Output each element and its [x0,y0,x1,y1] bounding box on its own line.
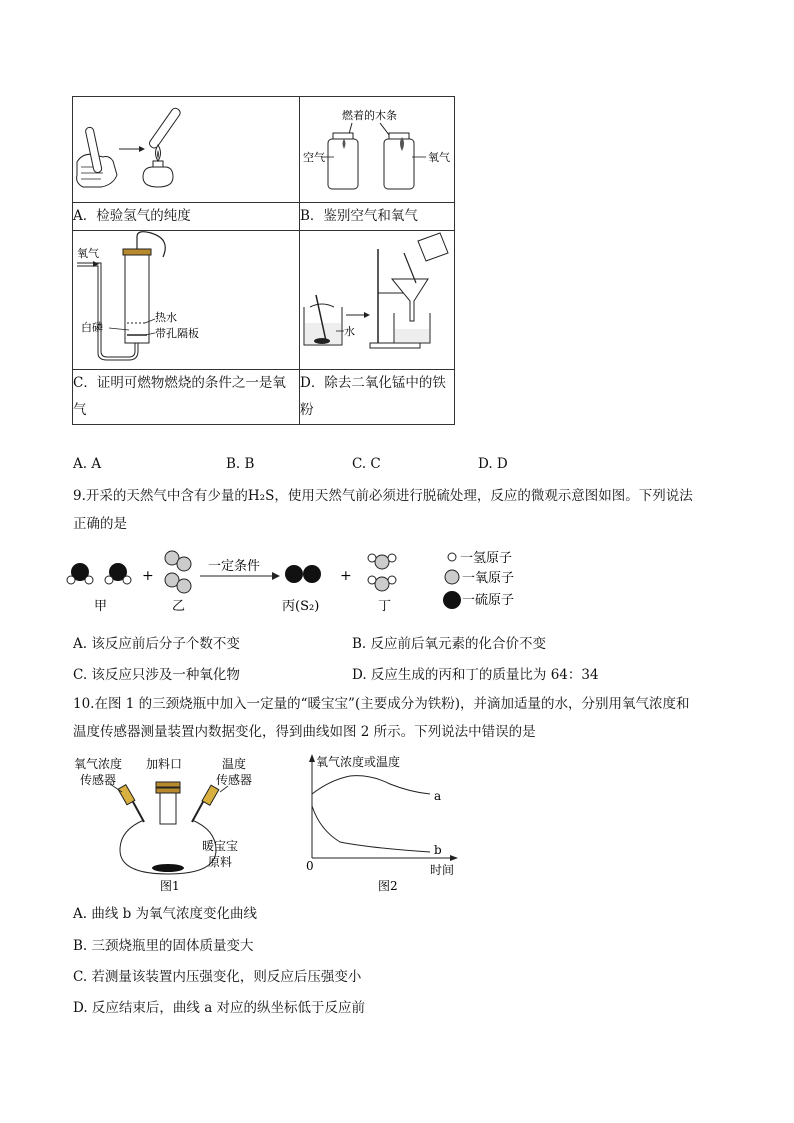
q10-stem-line1: 10.在图 1 的三颈烧瓶中加入一定量的“暖宝宝”(主要成分为铁粉)，并滴加适量的水，分别用氧气浓度和 [73,696,690,712]
q8-option-c[interactable]: C. C [352,456,381,472]
q10-option-d[interactable]: D. 反应结束后，曲线 a 对应的纵坐标低于反应前 [73,1000,366,1016]
experiment-table [72,96,455,425]
legend-hydrogen: 一氢原子 [460,551,513,566]
caption-c [73,370,300,425]
legend-sulfur-icon [443,591,461,609]
fig1-three-neck-flask [70,750,270,895]
legend-hydrogen-icon [448,553,456,561]
q9-reaction-diagram [60,544,540,620]
fig1-label-material-line2: 原料 [208,855,233,869]
q10-stem-line2: 温度传感器测量装置内数据变化，得到曲线如图 2 所示。下列说法中错误的是 [73,724,536,740]
q9-option-a[interactable]: A. 该反应前后分子个数不变 [73,636,240,652]
fig2-curve-b-label: b [434,843,442,857]
q9-stem-line2: 正确的是 [73,516,127,532]
q10-option-a[interactable]: A. 曲线 b 为氧气浓度变化曲线 [73,906,258,922]
q9-stem-line1: 9.开采的天然气中含有少量的H₂S，使用天然气前必须进行脱硫处理，反应的微观示意图如图。下列说法 [73,488,693,504]
filtration-figure [300,231,454,365]
label-perforated-plate: 带孔隔板 [155,327,199,340]
label-oxygen: 氧气 [428,151,450,164]
cell-a-image [73,97,300,203]
legend-sulfur: 一硫原子 [462,593,515,608]
plus-2: + [340,568,352,584]
label-water: 水 [344,325,355,338]
label-air: 空气 [303,151,325,164]
fig2-title: 图2 [378,879,398,893]
label-jia: 甲 [94,599,108,614]
caption-d [300,370,455,425]
caption-d-line2: 粉 [300,402,314,418]
molecule-ding [368,554,396,591]
molecule-yi [165,551,191,593]
q9-option-b[interactable]: B. 反应前后氧元素的化合价不变 [352,636,547,652]
plus-1: + [142,568,154,584]
label-hot-water: 热水 [155,311,177,324]
q8-option-a[interactable]: A. A [73,456,102,472]
fig2-curve-chart [290,750,470,895]
fig1-label-temp-line1: 温度 [222,757,247,771]
q9-stem [73,482,733,538]
reaction-condition: 一定条件 [208,559,261,574]
fig1-label-temp-line2: 传感器 [216,773,253,787]
fig2-ylabel: 氧气浓度或温度 [316,755,401,769]
q8-option-d[interactable]: D. D [478,456,508,472]
molecule-bing [285,565,321,583]
label-yi: 乙 [172,599,186,614]
caption-c-line1: C．证明可燃物燃烧的条件之一是氧 [73,375,286,391]
hydrogen-purity-test-figure [73,97,299,198]
fig1-label-o2-line1: 氧气浓度 [74,757,123,771]
q10-option-c[interactable]: C. 若测量该装置内压强变化，则反应后压强变小 [73,969,362,985]
fig2-xlabel: 时间 [430,863,455,877]
fig1-label-port: 加料口 [146,757,183,771]
q8-option-b[interactable]: B. B [226,456,255,472]
q10-stem [73,690,733,746]
cell-c-image [73,231,300,370]
fig1-label-o2-line2: 传感器 [80,773,117,787]
fig2-curve-b [312,806,430,852]
label-bing: 丙(S₂) [282,599,320,614]
caption-b: B．鉴别空气和氧气 [300,203,455,231]
legend-oxygen-icon [445,570,459,584]
air-oxygen-test-figure [300,97,454,198]
legend-oxygen: 一氧原子 [462,571,515,586]
caption-c-line2: 气 [73,402,87,418]
label-ding: 丁 [378,599,392,614]
label-oxygen-inlet: 氧气 [77,247,99,260]
fig1-title: 图1 [160,879,180,893]
fig1-label-material-line1: 暖宝宝 [202,839,239,853]
fig2-curve-a-label: a [434,789,442,803]
fig2-curve-a [312,776,430,794]
label-burning-stick: 燃着的木条 [342,109,397,122]
caption-d-line1: D．除去二氧化锰中的铁 [300,375,446,391]
cell-d-image [300,231,455,370]
q9-option-c[interactable]: C. 该反应只涉及一种氧化物 [73,667,240,683]
label-white-phosphorus: 白磷 [81,321,103,334]
combustion-condition-figure [73,231,299,365]
cell-b-image [300,97,455,203]
q9-option-d[interactable]: D. 反应生成的丙和丁的质量比为 64：34 [352,667,599,683]
molecule-jia [67,563,131,584]
q10-option-b[interactable]: B. 三颈烧瓶里的固体质量变大 [73,938,254,954]
caption-a: A．检验氢气的纯度 [73,203,300,231]
fig2-origin: 0 [306,859,314,873]
